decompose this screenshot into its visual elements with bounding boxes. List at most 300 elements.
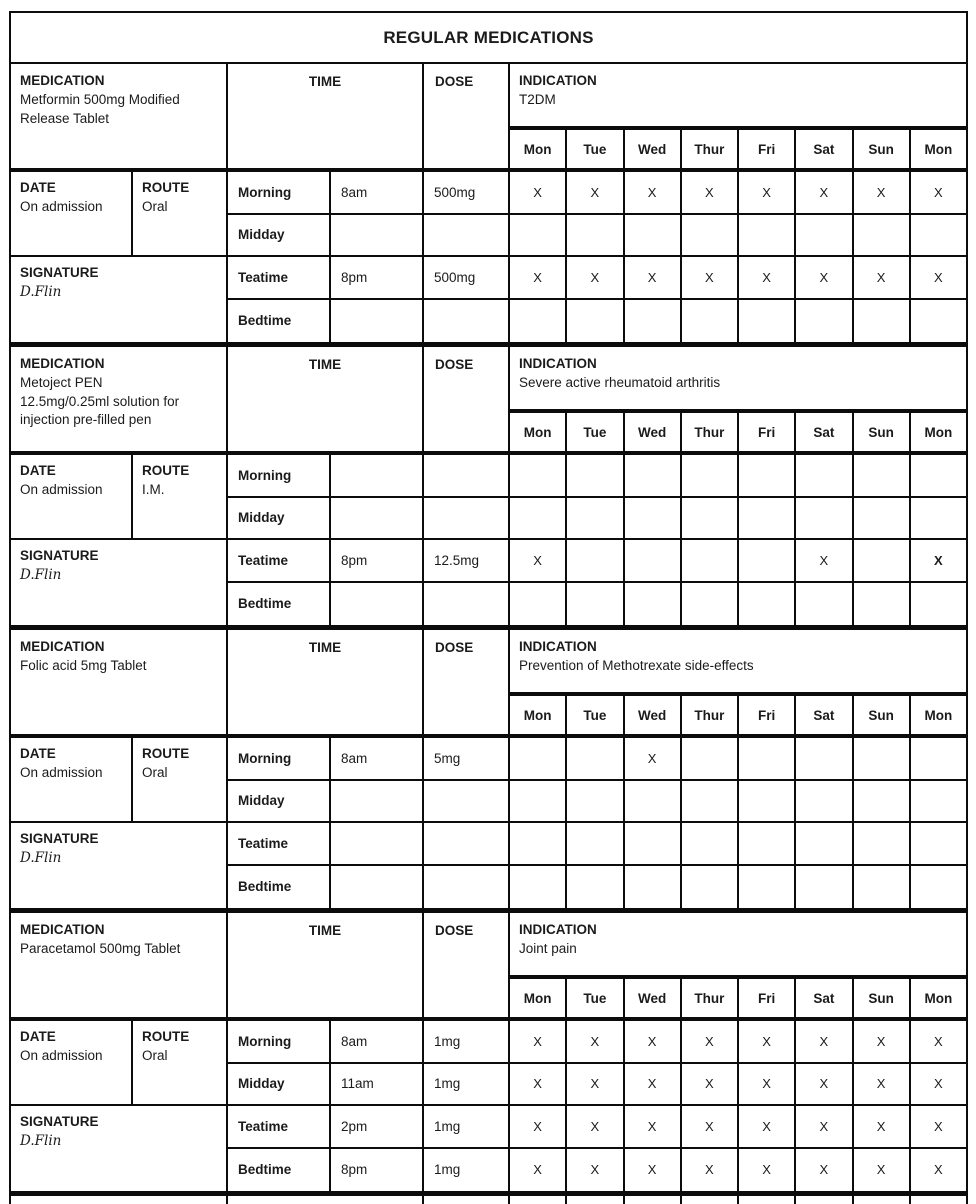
time-row [228, 1106, 966, 1149]
dose-mark [567, 866, 624, 909]
dose-mark [510, 455, 567, 496]
time-slot-label: Bedtime [228, 300, 331, 343]
dose-mark [796, 781, 853, 822]
dose-mark [739, 781, 796, 822]
time-rows [228, 172, 966, 342]
dose-mark: X [796, 540, 853, 581]
time-header: TIME [228, 913, 424, 1017]
dose-mark [854, 498, 911, 539]
dose-mark [567, 823, 624, 864]
dose-mark [854, 583, 911, 626]
indication-label: INDICATION [519, 639, 597, 654]
medication-block [11, 913, 966, 1196]
dose-mark [854, 540, 911, 581]
date-cell [11, 172, 133, 255]
day-header: Sat [796, 696, 853, 734]
day-header: Mon [510, 696, 567, 734]
dose-value: 1mg [424, 1021, 510, 1062]
medication-chart [9, 11, 968, 1204]
dose-mark: X [567, 172, 624, 213]
day-header: Thur [682, 413, 739, 451]
dose-mark: X [796, 257, 853, 298]
signature-label: SIGNATURE [20, 831, 99, 846]
day-header: Thur [682, 130, 739, 168]
dose-mark [911, 583, 966, 626]
dose-mark: X [934, 1076, 943, 1092]
time-row [228, 866, 966, 909]
day-header: Fri [739, 130, 796, 168]
dose-mark: X [682, 1149, 739, 1192]
dose-mark [625, 300, 682, 343]
dose-mark [739, 498, 796, 539]
dose-mark: X [567, 257, 624, 298]
dose-mark [682, 738, 739, 779]
dose-mark [625, 583, 682, 626]
block-body [11, 455, 966, 625]
dose-mark: X [567, 1149, 624, 1192]
divider [424, 1196, 510, 1204]
medication-name: 12.5mg/0.25ml solution for [20, 393, 180, 409]
route-cell [133, 738, 226, 821]
dose-header: DOSE [424, 347, 510, 451]
dose-mark [796, 455, 853, 496]
dose-mark: X [854, 257, 911, 298]
block-body [11, 172, 966, 342]
time-header: TIME [228, 64, 424, 168]
indication-cell [510, 913, 966, 975]
dose-mark [567, 498, 624, 539]
dose-mark [682, 215, 739, 256]
time-slot-label: Bedtime [228, 1149, 331, 1192]
dose-mark: X [625, 1106, 682, 1147]
time-slot-label: Teatime [228, 1106, 331, 1147]
dose-mark [625, 823, 682, 864]
time-row [228, 823, 966, 866]
time-slot-label: Morning [228, 738, 331, 779]
indication-value: T2DM [519, 91, 556, 107]
dose-mark [682, 455, 739, 496]
dose-mark: X [567, 1064, 624, 1105]
dose-mark: X [739, 1064, 796, 1105]
dose-mark [682, 866, 739, 909]
day-header: Fri [739, 979, 796, 1017]
indication-column [510, 913, 966, 1017]
dose-mark: X [739, 172, 796, 213]
dose-mark: X [510, 1149, 567, 1192]
block-header [11, 64, 966, 172]
dose-mark: X [854, 1021, 911, 1062]
divider [11, 1196, 228, 1204]
left-column [11, 172, 228, 342]
day-header: Tue [567, 979, 624, 1017]
dose-mark: X [625, 1021, 682, 1062]
dose-mark: X [510, 1064, 567, 1105]
day-header: Mon [924, 424, 953, 440]
dose-mark [567, 540, 624, 581]
indication-cell [510, 630, 966, 692]
dose-mark: X [510, 172, 567, 213]
dose-value: 1mg [424, 1106, 510, 1147]
medication-name: Release Tablet [20, 110, 110, 126]
dose-value: 12.5mg [424, 540, 510, 581]
dose-mark [739, 215, 796, 256]
time-slot-label: Midday [228, 498, 331, 539]
signature-cell [11, 1106, 226, 1191]
route-cell [133, 1021, 226, 1104]
left-column [11, 1021, 228, 1191]
route-label: ROUTE [142, 746, 190, 761]
divider [510, 1196, 966, 1204]
time-value: 8am [331, 1021, 424, 1062]
time-value: 2pm [331, 1106, 424, 1147]
dose-header: DOSE [424, 64, 510, 168]
dose-value [424, 866, 510, 909]
indication-value: Prevention of Methotrexate side-effects [519, 657, 754, 673]
dose-mark: X [934, 1162, 943, 1178]
dose-mark [510, 583, 567, 626]
day-header: Thur [682, 979, 739, 1017]
date-value: On admission [20, 481, 103, 497]
medication-block [11, 347, 966, 630]
time-row [228, 583, 966, 626]
block-header [11, 913, 966, 1021]
dose-mark [854, 300, 911, 343]
time-value: 11am [331, 1064, 424, 1105]
dose-mark: X [510, 257, 567, 298]
time-value [331, 300, 424, 343]
divider [228, 1196, 424, 1204]
dose-mark [739, 823, 796, 864]
dose-mark: X [934, 1033, 943, 1049]
dose-mark: X [510, 1021, 567, 1062]
time-row [228, 540, 966, 583]
medication-name: Folic acid 5mg Tablet [20, 657, 147, 673]
indication-label: INDICATION [519, 922, 597, 937]
indication-value: Joint pain [519, 940, 577, 956]
medication-cell [11, 347, 228, 451]
route-value: I.M. [142, 481, 165, 497]
date-value: On admission [20, 1047, 103, 1063]
day-header-row [510, 409, 966, 451]
day-header-row [510, 126, 966, 168]
dose-header: DOSE [424, 630, 510, 734]
time-value [331, 215, 424, 256]
time-row [228, 1064, 966, 1107]
dose-mark: X [682, 1021, 739, 1062]
medication-cell [11, 913, 228, 1017]
day-header: Wed [625, 979, 682, 1017]
dose-mark [682, 300, 739, 343]
medication-name: Metformin 500mg Modified [20, 91, 180, 107]
date-cell [11, 455, 133, 538]
dose-mark: X [625, 257, 682, 298]
route-value: Oral [142, 764, 168, 780]
time-value: 8pm [331, 540, 424, 581]
dose-mark [739, 300, 796, 343]
dose-value [424, 498, 510, 539]
dose-mark [567, 738, 624, 779]
dose-mark: X [854, 172, 911, 213]
dose-mark [911, 866, 966, 909]
dose-mark [796, 583, 853, 626]
day-header: Sat [796, 979, 853, 1017]
date-label: DATE [20, 746, 56, 761]
dose-mark [911, 215, 966, 256]
dose-mark [796, 866, 853, 909]
time-value [331, 583, 424, 626]
block-header [11, 630, 966, 738]
date-value: On admission [20, 198, 103, 214]
time-slot-label: Morning [228, 172, 331, 213]
dose-mark: X [567, 1106, 624, 1147]
date-route-row [11, 1021, 226, 1106]
dose-mark: X [625, 1149, 682, 1192]
dose-mark [567, 215, 624, 256]
dose-mark [739, 455, 796, 496]
dose-mark [911, 455, 966, 496]
dose-mark [625, 498, 682, 539]
time-slot-label: Teatime [228, 257, 331, 298]
indication-cell [510, 64, 966, 126]
dose-mark: X [510, 1106, 567, 1147]
dose-mark: X [625, 172, 682, 213]
medication-label: MEDICATION [20, 922, 105, 937]
dose-mark [510, 300, 567, 343]
signature-cell [11, 540, 226, 625]
time-row [228, 257, 966, 300]
dose-value: 500mg [424, 257, 510, 298]
dose-value: 5mg [424, 738, 510, 779]
dose-value [424, 300, 510, 343]
dose-mark [854, 866, 911, 909]
time-slot-label: Teatime [228, 540, 331, 581]
date-label: DATE [20, 463, 56, 478]
time-slot-label: Morning [228, 455, 331, 496]
indication-label: INDICATION [519, 73, 597, 88]
time-row [228, 1021, 966, 1064]
day-header: Wed [625, 696, 682, 734]
dose-mark [911, 781, 966, 822]
dose-mark [911, 823, 966, 864]
indication-label: INDICATION [519, 356, 597, 371]
day-header: Tue [567, 130, 624, 168]
dose-mark [510, 215, 567, 256]
dose-mark [796, 215, 853, 256]
dose-mark [510, 738, 567, 779]
medication-label: MEDICATION [20, 73, 105, 88]
time-row [228, 498, 966, 541]
dose-mark: X [682, 172, 739, 213]
dose-mark: X [934, 269, 943, 285]
dose-mark: X [796, 1064, 853, 1105]
dose-mark: X [510, 540, 567, 581]
time-slot-label: Midday [228, 1064, 331, 1105]
time-row [228, 300, 966, 343]
dose-mark: X [796, 1149, 853, 1192]
time-value [331, 866, 424, 909]
dose-mark [911, 300, 966, 343]
time-row [228, 172, 966, 215]
day-header: Fri [739, 413, 796, 451]
dose-mark: X [934, 552, 943, 568]
time-row [228, 1149, 966, 1192]
dose-mark [796, 498, 853, 539]
dose-mark: X [682, 1106, 739, 1147]
dose-mark: X [739, 1149, 796, 1192]
dose-mark: X [625, 1064, 682, 1105]
dose-mark [682, 583, 739, 626]
day-header: Sat [796, 413, 853, 451]
dose-mark [625, 540, 682, 581]
dose-mark [567, 455, 624, 496]
dose-mark [682, 540, 739, 581]
signature-value: D.Flin [20, 849, 62, 866]
chart-title: REGULAR MEDICATIONS [11, 13, 966, 64]
dose-mark [796, 300, 853, 343]
dose-mark [854, 738, 911, 779]
dose-mark: X [682, 1064, 739, 1105]
dose-mark [682, 781, 739, 822]
dose-value: 500mg [424, 172, 510, 213]
signature-cell [11, 823, 226, 908]
medication-label: MEDICATION [20, 356, 105, 371]
dose-value: 1mg [424, 1064, 510, 1105]
dose-header: DOSE [424, 913, 510, 1017]
route-value: Oral [142, 1047, 168, 1063]
medication-cell [11, 64, 228, 168]
medication-block [11, 630, 966, 913]
medication-blocks [11, 64, 966, 1196]
time-slot-label: Midday [228, 781, 331, 822]
dose-value [424, 215, 510, 256]
day-header: Mon [510, 979, 567, 1017]
dose-mark: X [625, 738, 682, 779]
day-header: Sat [796, 130, 853, 168]
dose-mark [739, 866, 796, 909]
dose-mark: X [739, 1021, 796, 1062]
day-header-row [510, 975, 966, 1017]
dose-mark: X [567, 1021, 624, 1062]
dose-mark [510, 498, 567, 539]
dose-mark [739, 738, 796, 779]
dose-mark [567, 300, 624, 343]
block-header [11, 347, 966, 455]
dose-mark: X [739, 1106, 796, 1147]
indication-column [510, 347, 966, 451]
signature-label: SIGNATURE [20, 548, 99, 563]
time-value [331, 498, 424, 539]
signature-value: D.Flin [20, 283, 62, 300]
signature-value: D.Flin [20, 1132, 62, 1149]
time-value: 8pm [331, 1149, 424, 1192]
dose-mark: X [739, 257, 796, 298]
time-value [331, 455, 424, 496]
time-slot-label: Bedtime [228, 866, 331, 909]
time-value: 8am [331, 172, 424, 213]
day-header: Sun [854, 413, 911, 451]
day-header: Mon [924, 141, 953, 157]
left-column [11, 455, 228, 625]
date-route-row [11, 455, 226, 540]
signature-value: D.Flin [20, 566, 62, 583]
dose-mark [567, 583, 624, 626]
dose-mark [854, 781, 911, 822]
dose-mark [796, 738, 853, 779]
dose-mark [739, 583, 796, 626]
indication-cell [510, 347, 966, 409]
day-header: Mon [510, 130, 567, 168]
dose-value [424, 823, 510, 864]
time-row [228, 215, 966, 258]
dose-value: 1mg [424, 1149, 510, 1192]
time-slot-label: Morning [228, 1021, 331, 1062]
time-row [228, 738, 966, 781]
date-route-row [11, 738, 226, 823]
route-label: ROUTE [142, 180, 190, 195]
left-column [11, 738, 228, 908]
day-header: Mon [924, 990, 953, 1006]
day-header-row [510, 692, 966, 734]
time-value: 8pm [331, 257, 424, 298]
dose-mark: X [854, 1064, 911, 1105]
dose-mark [911, 738, 966, 779]
time-value [331, 781, 424, 822]
dose-mark [567, 781, 624, 822]
dose-mark [510, 823, 567, 864]
medication-block [11, 64, 966, 347]
dose-mark [625, 455, 682, 496]
time-row [228, 455, 966, 498]
next-block-edge [11, 1196, 966, 1204]
time-value [331, 823, 424, 864]
date-cell [11, 1021, 133, 1104]
date-cell [11, 738, 133, 821]
dose-mark [854, 455, 911, 496]
dose-mark [625, 866, 682, 909]
dose-mark [510, 781, 567, 822]
day-header: Thur [682, 696, 739, 734]
dose-mark [510, 866, 567, 909]
dose-mark [682, 823, 739, 864]
indication-value: Severe active rheumatoid arthritis [519, 374, 721, 390]
day-header: Tue [567, 413, 624, 451]
dose-mark: X [854, 1149, 911, 1192]
day-header: Wed [625, 413, 682, 451]
medication-name: injection pre-filled pen [20, 412, 152, 428]
time-rows [228, 455, 966, 625]
signature-cell [11, 257, 226, 342]
medication-name: Metoject PEN [20, 374, 103, 390]
signature-label: SIGNATURE [20, 1114, 99, 1129]
date-value: On admission [20, 764, 103, 780]
day-header: Sun [854, 696, 911, 734]
signature-label: SIGNATURE [20, 265, 99, 280]
day-header: Sun [854, 130, 911, 168]
dose-mark [796, 823, 853, 864]
day-header: Sun [854, 979, 911, 1017]
date-label: DATE [20, 180, 56, 195]
dose-value [424, 583, 510, 626]
dose-mark: X [934, 1118, 943, 1134]
dose-mark [739, 540, 796, 581]
route-label: ROUTE [142, 1029, 190, 1044]
time-rows [228, 738, 966, 908]
dose-mark [854, 215, 911, 256]
time-rows [228, 1021, 966, 1191]
dose-mark [682, 498, 739, 539]
day-header: Mon [924, 707, 953, 723]
time-slot-label: Midday [228, 215, 331, 256]
